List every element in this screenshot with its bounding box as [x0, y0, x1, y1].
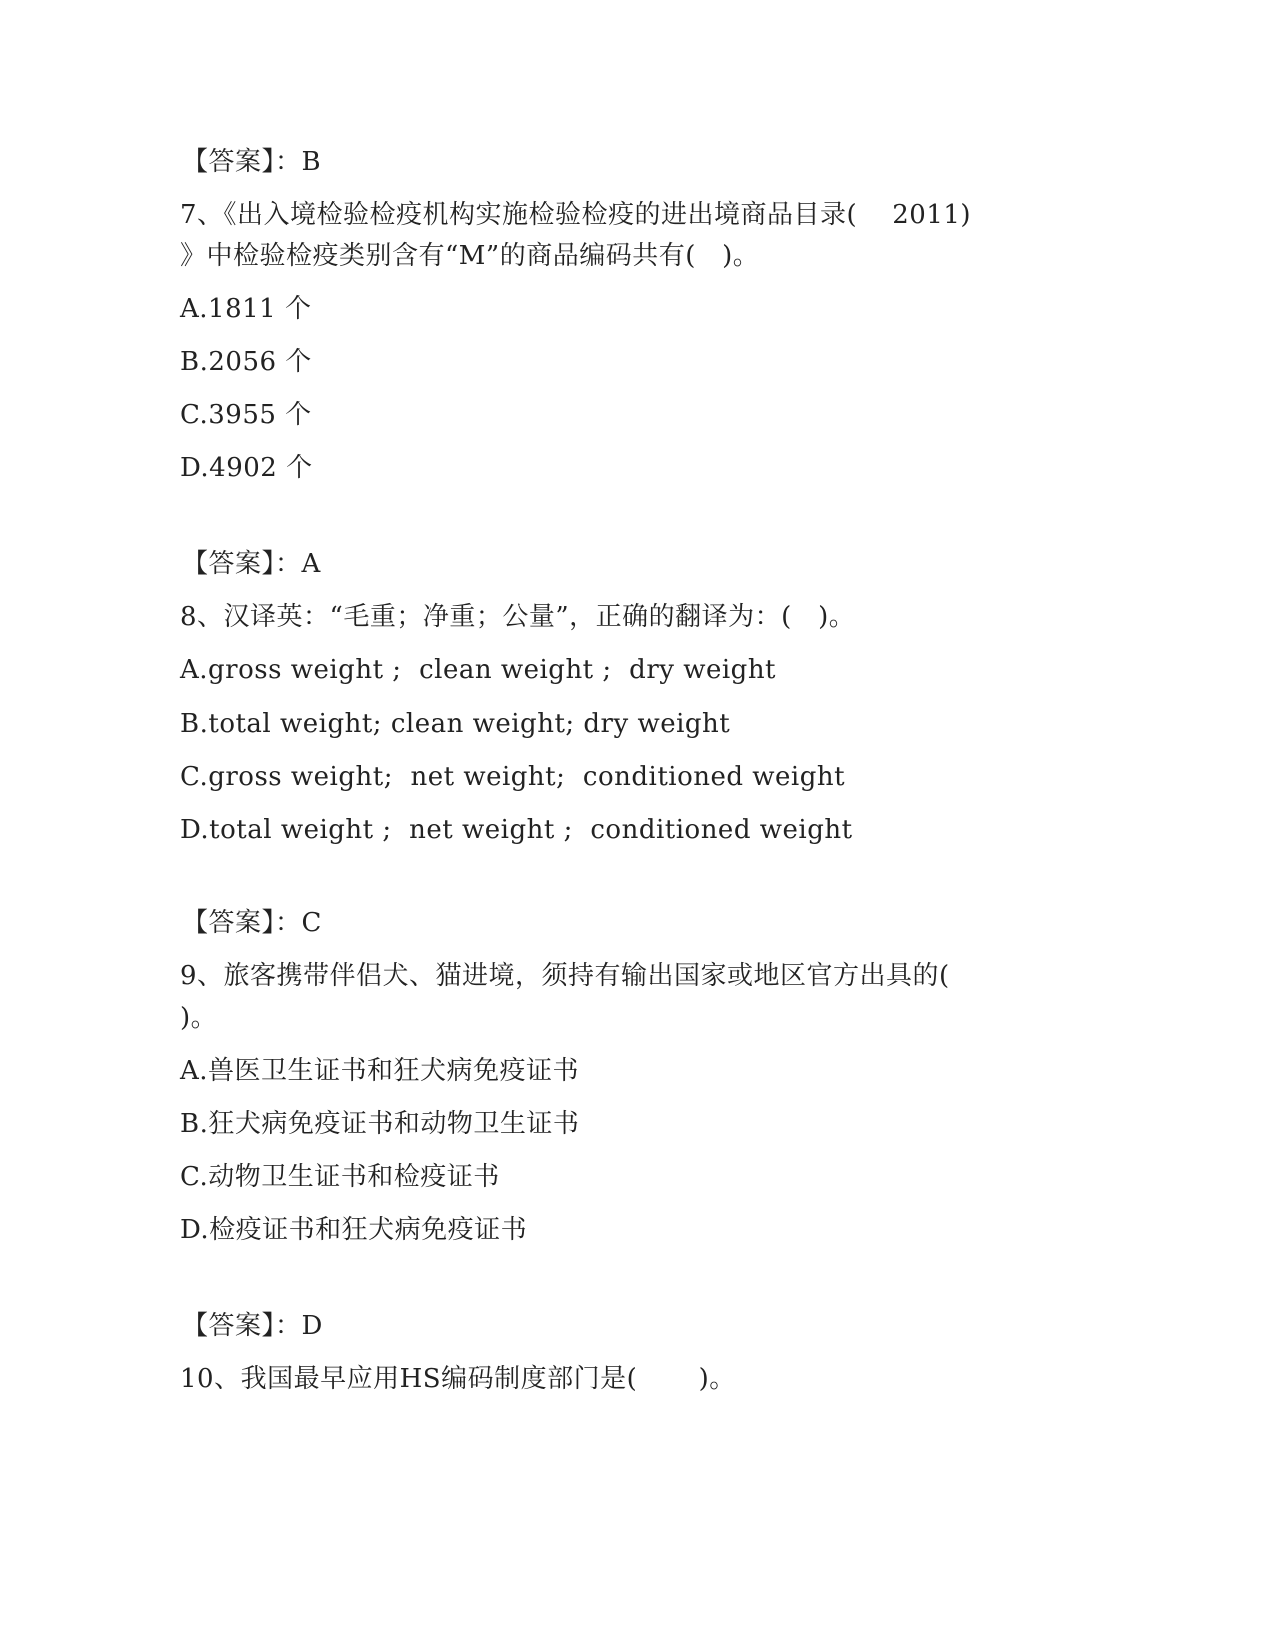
answer-q9: 【答案】：D	[182, 1311, 323, 1341]
question-9-line-2: )。	[180, 1003, 218, 1033]
question-7-option-d: D.4902 个	[180, 453, 313, 483]
answer-q7: 【答案】：A	[182, 549, 321, 579]
question-9-option-a: A.兽医卫生证书和狂犬病免疫证书	[180, 1056, 580, 1086]
question-8-line-1: 8、汉译英：“毛重；净重；公量”，正确的翻译为：( )。	[180, 602, 856, 632]
question-10-line-1: 10、我国最早应用HS编码制度部门是( )。	[180, 1364, 736, 1394]
question-9-option-b: B.狂犬病免疫证书和动物卫生证书	[180, 1109, 580, 1139]
answer-q8: 【答案】：C	[182, 908, 322, 938]
question-8-option-c: C.gross weight; net weight; conditioned weight	[180, 762, 846, 792]
question-7-option-c: C.3955 个	[180, 400, 312, 430]
question-8-option-b: B.total weight; clean weight; dry weight	[180, 709, 731, 739]
question-7-line-2: 》中检验检疫类别含有“M”的商品编码共有( )。	[180, 241, 760, 271]
question-9-line-1: 9、旅客携带伴侣犬、猫进境，须持有输出国家或地区官方出具的(	[180, 961, 950, 991]
question-9-option-c: C.动物卫生证书和检疫证书	[180, 1162, 500, 1192]
question-7-option-a: A.1811 个	[180, 294, 312, 324]
answer-q6: 【答案】：B	[182, 147, 322, 177]
question-7-line-1: 7、《出入境检验检疫机构实施检验检疫的进出境商品目录( 2011)	[180, 200, 972, 230]
question-7-option-b: B.2056 个	[180, 347, 312, 377]
question-8-option-d: D.total weight ; net weight ; conditioned weight	[180, 815, 853, 845]
question-8-option-a: A.gross weight ; clean weight ; dry weight	[180, 655, 777, 685]
question-9-option-d: D.检疫证书和狂犬病免疫证书	[180, 1215, 528, 1245]
